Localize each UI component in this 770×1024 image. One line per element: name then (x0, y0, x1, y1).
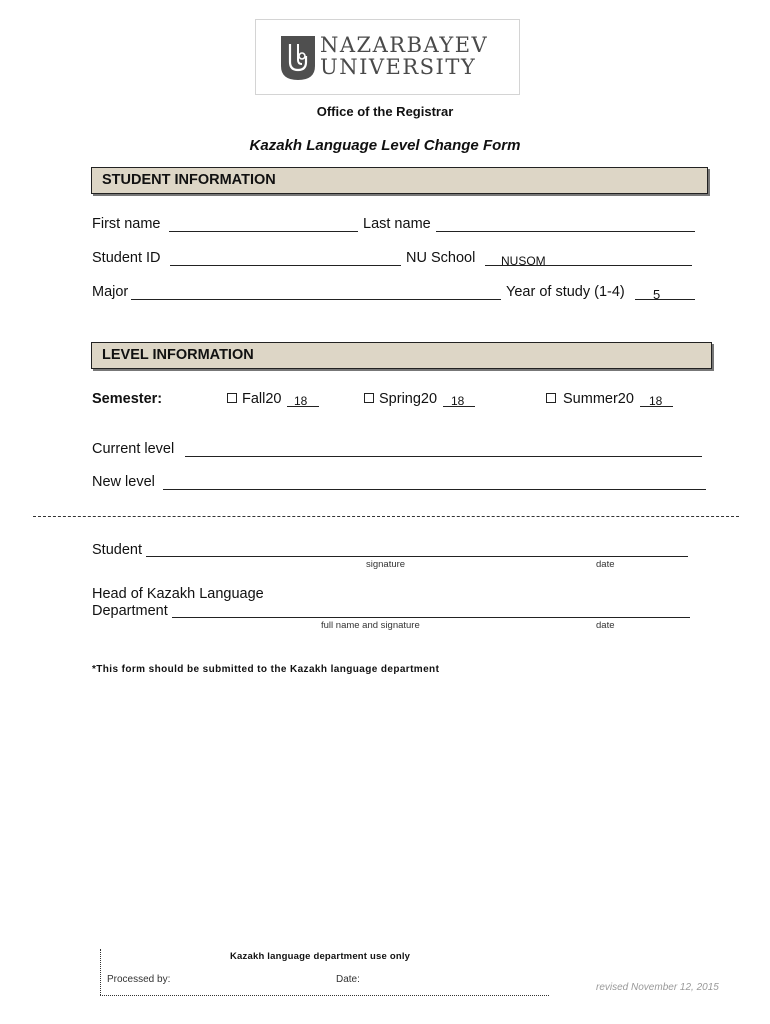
form-title: Kazakh Language Level Change Form (249, 137, 521, 154)
logo-wordmark (320, 34, 488, 78)
nu-school-label: NU School (406, 250, 476, 266)
head-of-department-label-line-2: Department (92, 603, 168, 619)
office-use-box-bottom-edge (100, 995, 549, 996)
major-field[interactable] (131, 299, 501, 300)
new-level-label: New level (92, 474, 155, 490)
revision-date: revised November 12, 2015 (596, 982, 719, 993)
current-level-label: Current level (92, 441, 175, 457)
full-name-caption: full name and signature (321, 620, 420, 631)
semester-label: Semester: (92, 391, 163, 407)
office-use-title: Kazakh language department use only (230, 951, 411, 962)
fall-checkbox[interactable] (227, 393, 237, 403)
last-name-field[interactable] (436, 231, 695, 232)
signature-caption: signature (366, 559, 406, 570)
office-use-date-label: Date: (336, 974, 360, 985)
new-level-field[interactable] (163, 489, 706, 490)
spring-year-value: 18 (451, 394, 465, 408)
office-use-box-left-edge (100, 949, 101, 995)
first-name-field[interactable] (169, 231, 358, 232)
level-information-heading: LEVEL INFORMATION (91, 342, 712, 369)
student-signature-field[interactable] (146, 556, 688, 557)
student-id-field[interactable] (170, 265, 401, 266)
summer-label: Summer20 (563, 391, 634, 407)
nu-school-value: NUSOM (501, 254, 546, 268)
year-of-study-label: Year of study (1-4) (506, 284, 625, 300)
current-level-field[interactable] (185, 456, 702, 457)
cut-line-divider (33, 516, 739, 517)
spring-checkbox[interactable] (364, 393, 374, 403)
fall-label: Fall20 (242, 391, 282, 407)
student-id-label: Student ID (92, 250, 161, 266)
summer-year-value: 18 (649, 394, 663, 408)
year-of-study-value: 5 (653, 287, 661, 302)
major-label: Major (92, 284, 129, 300)
office-heading: Office of the Registrar (316, 104, 454, 119)
processed-by-label: Processed by: (107, 974, 171, 985)
spring-label: Spring20 (379, 391, 438, 407)
last-name-label: Last name (363, 216, 431, 232)
logo-line-1: NAZARBAYEV (320, 33, 489, 57)
student-signature-label: Student (92, 542, 142, 558)
head-of-department-label-line-1: Head of Kazakh Language (92, 586, 264, 602)
university-emblem-icon (281, 36, 315, 80)
submission-note: *This form should be submitted to the Kazakh language department (92, 664, 440, 675)
year-of-study-field[interactable] (635, 299, 695, 300)
head-date-caption: date (596, 620, 615, 631)
first-name-label: First name (92, 216, 161, 232)
head-of-department-signature-field[interactable] (172, 617, 690, 618)
student-information-heading: STUDENT INFORMATION (91, 167, 708, 194)
logo-line-2: UNIVERSITY (320, 55, 477, 79)
student-date-caption: date (596, 559, 615, 570)
summer-checkbox[interactable] (546, 393, 556, 403)
fall-year-value: 18 (294, 394, 308, 408)
